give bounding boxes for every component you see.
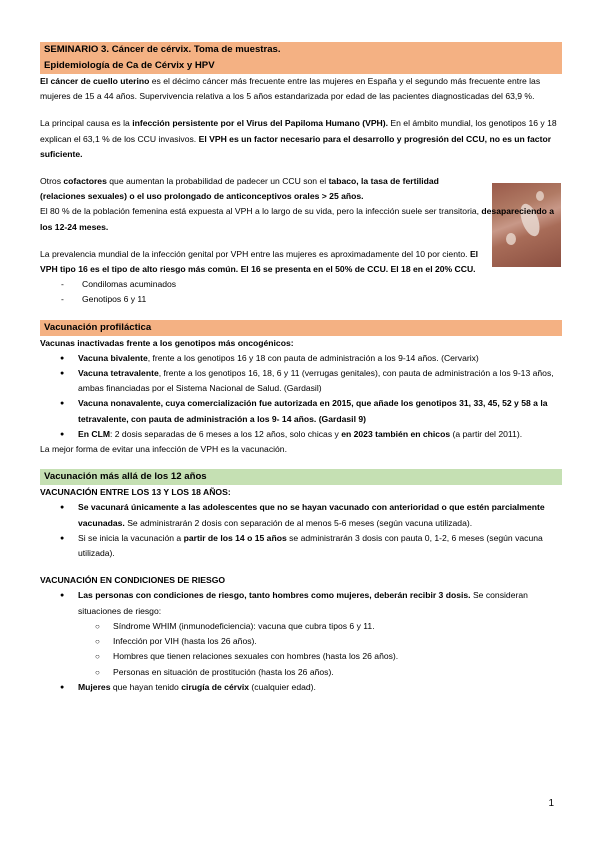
text: Otros — [40, 176, 64, 187]
text: : 2 dosis separadas de 6 meses a los 12 años, solo chicas y — [109, 428, 342, 439]
bold-text: El VPH es un factor necesario para el desarrollo y progresión del CCU, no es un factor suficiente. — [40, 133, 552, 159]
page-number: 1 — [548, 798, 554, 809]
list-item: - Condilomas acuminados — [61, 279, 177, 290]
bold-text: Vacuna tetravalente — [78, 368, 159, 379]
bold-text: desapareciendo a los 12-24 meses. — [40, 206, 555, 232]
section-title-vaccination: Vacunación profiláctica — [40, 320, 562, 336]
text: Se consideran situaciones de riesgo: — [78, 590, 528, 616]
text: El 80 % de la población femenina está expuesta al VPH a lo largo de su vida, pero la infección suele ser transitoria, — [40, 206, 482, 217]
bold-text: tabaco, la tasa de fertilidad (relaciones sexuales) o el uso prolongado de anticonceptivos orales > 25 años. — [40, 176, 439, 202]
sub-list-item: ○ Síndrome WHIM (inmunodeficiencia): vacuna que cubra tipos 6 y 11. — [40, 619, 562, 634]
text: se administrarán 3 dosis con pauta 0, 1-2, 6 meses (según vacuna utilizada). — [78, 532, 543, 559]
bold-text: En CLM — [78, 428, 110, 439]
paragraph — [40, 204, 562, 234]
vaccine-list — [40, 351, 562, 442]
text: , frente a los genotipos 16 y 18 con pauta de administración a los 9-14 años. (Cervarix) — [147, 352, 479, 363]
bold-text: Vacuna nonavalente, cuya comercialización fue autorizada en 2015, que añade los genotipos 31, 33, 45, 52 y 58 a la tetravalente, con pauta de administración a los 9- 14 años. (Gardasil 9) — [78, 398, 548, 424]
document-page — [40, 42, 562, 695]
sub-list-item: ○ Hombres que tienen relaciones sexuales con hombres (hasta los 26 años). — [40, 649, 562, 664]
list-item — [40, 351, 562, 366]
paragraph: Vacunas inactivadas frente a los genotipos más oncogénicos: — [40, 337, 294, 348]
bold-text: Mujeres — [78, 681, 111, 692]
bold-text: Vacuna bivalente — [78, 352, 148, 363]
bold-text: El VPH tipo 16 es el tipo de alto riesgo más común. El 16 se presenta en el 50% de CCU. El 18 en el 20% CCU. — [40, 248, 479, 275]
text: Se administrarán 2 dosis con separación de al menos 5-6 meses (según vacuna utilizada). — [124, 517, 473, 528]
text: Si se inicia la vacunación a — [78, 532, 184, 543]
list-item — [40, 531, 562, 561]
text: La prevalencia mundial de la infección genital por VPH entre las mujeres es aproximadamente del 10 por ciento. — [40, 248, 470, 259]
text: que hayan tenido — [110, 681, 182, 692]
text: que aumentan la probabilidad de padecer un CCU son el — [106, 176, 329, 187]
text: es el décimo cáncer más frecuente entre las mujeres en España y el segundo más frecuente entre las mujeres de 15 a 44 años. Supervivencia relativa a los 5 años estandarizada por edad de las pacientes diagnosticadas del 63,9 %. — [40, 76, 541, 102]
bold-text: cirugía de cérvix — [181, 681, 250, 692]
subheading: VACUNACIÓN EN CONDICIONES DE RIESGO — [40, 575, 226, 586]
bold-text: cofactores — [63, 176, 107, 187]
document-title: SEMINARIO 3. Cáncer de cérvix. Toma de muestras. — [40, 42, 562, 58]
text: En el ámbito mundial, los genotipos 16 y 18 explican el 63,1 % de los CCU invasivos. — [40, 118, 557, 144]
list-item-text: Condilomas acuminados — [82, 279, 177, 290]
list — [40, 500, 562, 561]
list-item: - Genotipos 6 y 11 — [61, 294, 147, 305]
list-item — [40, 427, 562, 442]
list-item — [40, 588, 562, 618]
bold-text: en 2023 también en chicos — [341, 428, 451, 439]
text: , frente a los genotipos 16, 18, 6 y 11 (verrugas genitales), con pauta de administración a los 9-13 años, ambas financiadas por el Sistema Nacional de Salud. (Gardasil) — [78, 368, 554, 394]
bold-text: Se vacunará únicamente a las adolescentes que no se hayan vacunado con anterioridad o que estén parcialmente vacunadas. — [78, 502, 545, 528]
sub-list-item: ○ Personas en situación de prostitución (hasta los 26 años). — [40, 665, 562, 680]
subheading: VACUNACIÓN ENTRE LOS 13 Y LOS 18 AÑOS: — [40, 487, 231, 498]
list-item-text: Genotipos 6 y 11 — [82, 294, 147, 305]
paragraph: La mejor forma de evitar una infección de VPH es la vacunación. — [40, 444, 287, 455]
list-item — [40, 366, 562, 396]
list — [40, 588, 562, 694]
paragraph — [40, 74, 562, 104]
bold-text: partir de los 14 o 15 años — [183, 532, 287, 543]
section-title-epidemiology: Epidemiología de Ca de Cérvix y HPV — [40, 58, 562, 74]
paragraph — [40, 116, 562, 162]
paragraph — [40, 247, 498, 277]
list-item — [40, 680, 562, 695]
sub-list-item: ○ Infección por VIH (hasta los 26 años). — [40, 634, 562, 649]
paragraph — [40, 174, 486, 204]
text: (a partir del 2011). — [450, 428, 523, 439]
bold-text: El cáncer de cuello uterino — [40, 76, 150, 86]
text: (cualquier edad). — [249, 681, 316, 692]
text: La principal causa es la — [40, 118, 133, 129]
bold-text: Las personas con condiciones de riesgo, tanto hombres como mujeres, deberán recibir 3 dosis. — [78, 590, 471, 601]
bold-text: infección persistente por el Virus del Papiloma Humano (VPH). — [132, 118, 389, 129]
list-item — [40, 396, 562, 426]
list-item — [40, 500, 562, 530]
section-title-beyond-12: Vacunación más allá de los 12 años — [40, 469, 562, 485]
